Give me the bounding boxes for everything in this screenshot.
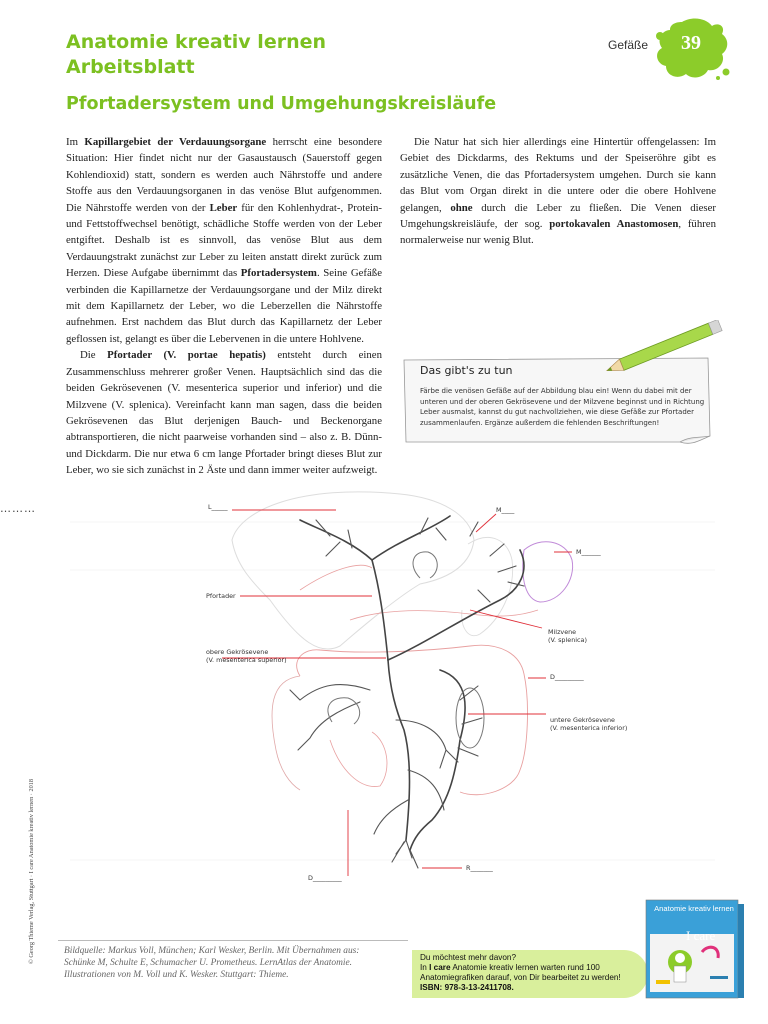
- paragraph: Im Kapillargebiet der Verdauungsorgane herrscht eine besondere Situation: Hier findet nicht nur der Gasaustausch (Sauerstoff gegen Kohlendioxid) statt, sondern es werden auch Nährstoffe und andere Stoffe aus den Verdauungsorganen in das venöse Blut aufgenommen. Die Nährstoffe werden von der Leber für den Kohlenhydrat-, Protein- und Fettstoffwechsel benötigt, schädliche Stoffe werden von der Leber entgiftet. Deshalb ist es sinnvoll, das venöse Blut aus dem Verdauungstrakt zunächst zur Leber zu leiten anstatt direkt zurück zum Herzen. Diese Aufgabe übernimmt das Pfortadersystem. Seine Gefäße verbinden die Kapillarnetze der Verdauungsorgane und der Milz direkt mit dem Kapillarnetz der Leber, wo die Leberzellen die Nährstoffe aufnehmen. Erst nachdem das Blut durch das Kapillarnetz der Leber geflossen ist, gelangt es über die Lebervenen in die untere Hohlvene.: [66, 136, 383, 345]
- section-title: Pfortadersystem und Umgehungskreisläufe: [66, 94, 497, 114]
- task-title: Das gibt's zu tun: [420, 364, 513, 377]
- label-stomach-blank: M____: [496, 506, 515, 514]
- label-colon-blank: D_________: [550, 673, 584, 681]
- copyright-notice: © Georg Thieme Verlag, Stuttgart · I care Anatomie kreativ lernen · 2018: [28, 778, 35, 964]
- label-inferior-mesenteric-vein: untere Gekrösevene (V. mesenterica inferior): [550, 716, 628, 732]
- worksheet-title-line2: Arbeitsblatt: [66, 56, 195, 78]
- text-column-left: [66, 134, 382, 479]
- paragraph: Die Pfortader (V. portae hepatis) entsteht durch einen Zusammenschluss mehrerer großer Venen. Hauptsächlich sind das die beiden Gekrösevenen (V. mesenterica superior und inferior) und die Milzvene (V. splenica). Vereinfacht kann man sagen, dass die beiden Gekrösevenen das Blut derjenigen Bauch- und Beckenorgane abtransportieren, die nicht paarweise vorhanden sind – also z. B. Dünn- und Dickdarm. Die nur etwa 6 cm lange Pfortader bringt dieses Blut zur Leber, wo sie sich zunächst in 2 Äste und dann immer weiter aufzweigt.: [66, 349, 382, 477]
- worksheet-title-line1: Anatomie kreativ lernen: [66, 31, 327, 53]
- page-number: 39: [681, 32, 701, 54]
- portal-system-illustration: [0, 470, 768, 910]
- portal-system-diagram: [0, 470, 768, 910]
- worksheet-title: [66, 30, 326, 80]
- label-splenic-vein: Milzvene (V. splenica): [548, 628, 587, 644]
- chapter-label: Gefäße: [608, 38, 649, 52]
- pencil-icon: [598, 320, 738, 372]
- side-marker: ………: [0, 502, 36, 515]
- label-rectum-blank: R_______: [466, 864, 493, 872]
- source-divider: [58, 940, 408, 941]
- book-cover-brand: I care: [686, 928, 716, 943]
- book-cover-image: [644, 898, 746, 1002]
- image-source-credit: Bildquelle: Markus Voll, München; Karl Wesker, Berlin. Mit Übernahmen aus: Schünke M, Schulte E, Schumacher U. Prometheus. LernAtlas der Anatomie. Illustrationen von M. Voll und K. Wesker. Stuttgart: Thieme.: [64, 946, 360, 980]
- task-text: Färbe die venösen Gefäße auf der Abbildung blau ein! Wenn du dabei mit der unteren und der oberen Gekrösevene und der Milzvene beginnst und in Richtung Leber ausmalst, kannst du gut nachvollziehen, wie diese Gefäße zur Pfortader zusammenlaufen. Ergänze außerdem die fehlenden Beschriftungen!: [420, 387, 705, 427]
- paragraph: Die Natur hat sich hier allerdings eine Hintertür offengelassen: Im Gebiet des Dickdarms, des Rektums und der Speiseröhre gibt es zusätzliche Venen, die das Pfortadersystem umgehen. Durch sie kann das Blut vom Organ direkt in die untere oder die obere Hohlvene gelangen, ohne durch die Leber zu fließen. Die Venen dieser Umgehungskreisläufe, der sog. portokavalen Anastomosen, führen normalerweise nur wenig Blut.: [400, 136, 716, 247]
- label-spleen-blank: M______: [576, 548, 601, 556]
- promo-text: Du möchtest mehr davon? In I care Anatomie kreativ lernen warten rund 100 Anatomiegrafiken darauf, von Dir bearbeitet zu werden! ISBN: 978-3-13-2411708.: [420, 953, 621, 992]
- label-superior-mesenteric-vein: obere Gekrösevene (V. mesenterica superior): [206, 648, 287, 664]
- text-column-right: [400, 134, 716, 249]
- label-liver-blank: L_____: [208, 503, 228, 511]
- label-portal-vein: Pfortader: [206, 592, 236, 600]
- book-cover-title: Anatomie kreativ lernen: [654, 904, 734, 913]
- label-small-intestine-blank: D_________: [308, 874, 342, 882]
